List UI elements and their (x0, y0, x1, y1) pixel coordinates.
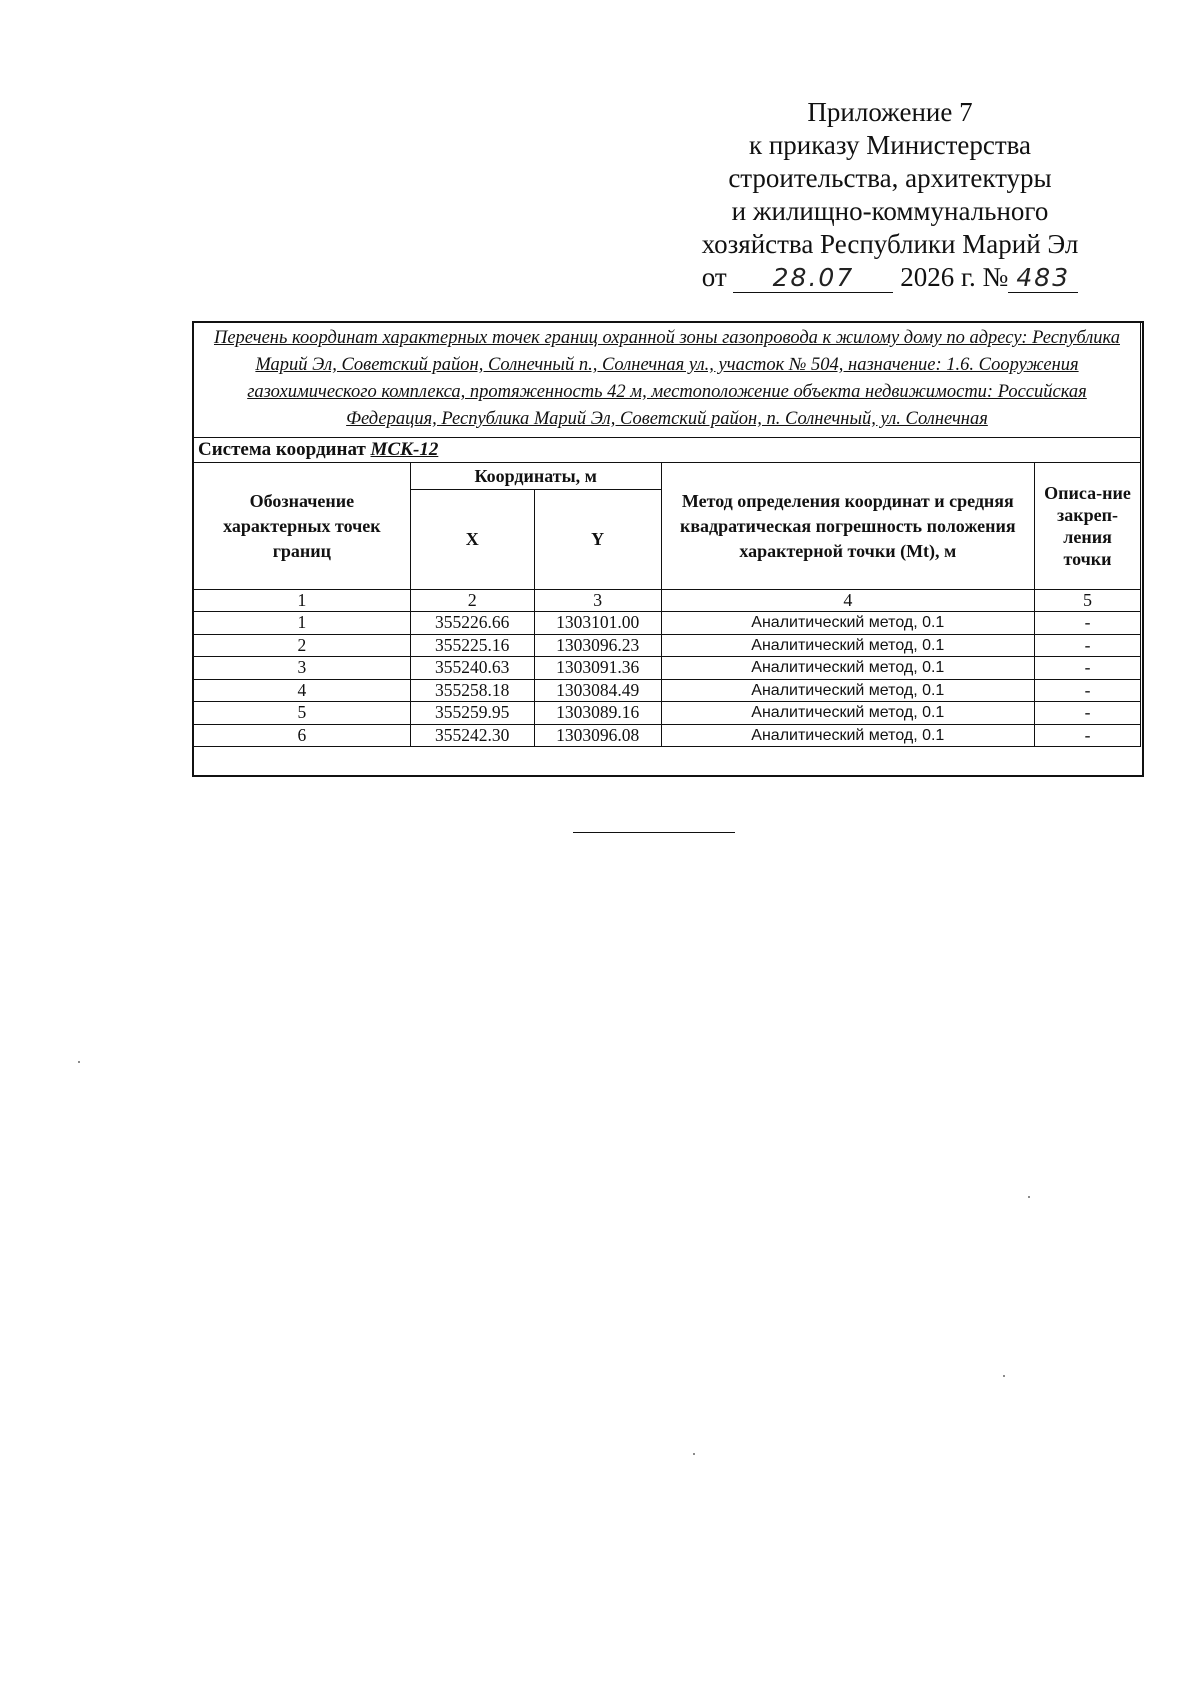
point-designation: 5 (194, 702, 411, 725)
col-header-method: Метод определения координат и средняя квадратическая погрешность положения характерной точки (Mt), м (661, 463, 1034, 590)
method-cell: Аналитический метод, 0.1 (661, 679, 1034, 702)
coord-x: 355226.66 (410, 612, 534, 635)
header-line: хозяйства Республики Марий Эл (701, 229, 1079, 259)
table-row (194, 634, 1141, 657)
description-cell: - (1035, 724, 1141, 747)
handwritten-order-number: 483 (1008, 264, 1078, 293)
scan-speck (78, 1061, 80, 1063)
coordinate-system-row (194, 438, 1141, 463)
coord-y: 1303084.49 (534, 679, 661, 702)
column-number: 3 (534, 590, 661, 612)
header-line: и жилищно-коммунального (731, 196, 1049, 226)
coord-x: 355240.63 (410, 657, 534, 680)
method-cell: Аналитический метод, 0.1 (661, 634, 1034, 657)
scan-speck (1028, 1196, 1030, 1198)
coordinate-system-label: Система координат (198, 439, 366, 460)
column-number: 2 (410, 590, 534, 612)
description-cell: - (1035, 702, 1141, 725)
header-line: строительства, архитектуры (728, 163, 1052, 193)
coord-x: 355225.16 (410, 634, 534, 657)
point-designation: 1 (194, 612, 411, 635)
table-row (194, 724, 1141, 747)
point-designation: 3 (194, 657, 411, 680)
table-row (194, 702, 1141, 725)
description-cell: - (1035, 657, 1141, 680)
col-header-description: Описа-ние закреп-ления точки (1035, 463, 1141, 590)
date-line (680, 261, 1100, 294)
coord-y: 1303096.08 (534, 724, 661, 747)
coord-x: 355242.30 (410, 724, 534, 747)
coord-y: 1303096.23 (534, 634, 661, 657)
appendix-header (680, 96, 1100, 294)
col-header-y: Y (534, 490, 661, 590)
column-number: 1 (194, 590, 411, 612)
description-cell: - (1035, 634, 1141, 657)
year-text: 2026 г. № (900, 262, 1009, 292)
scan-speck (1003, 1375, 1005, 1377)
date-prefix: от (701, 262, 727, 292)
point-designation: 4 (194, 679, 411, 702)
column-number: 4 (661, 590, 1034, 612)
table-caption: Перечень координат характерных точек границ охранной зоны газопровода к жилому дому по адресу: Республика Марий Эл, Советский район, Солнечный п., Солнечная ул., участок № 504, назначение: 1.6. Сооружения газохимического комплекса, протяженность 42 м, местоположение объекта недвижимости: Российская Федерация, Республика Марий Эл, Советский район, п. Солнечный, ул. Солнечная (194, 323, 1141, 438)
method-cell: Аналитический метод, 0.1 (661, 657, 1034, 680)
coordinates-table (193, 322, 1141, 747)
coord-x: 355259.95 (410, 702, 534, 725)
table-row (194, 657, 1141, 680)
coord-y: 1303089.16 (534, 702, 661, 725)
header-line: Приложение 7 (807, 97, 973, 127)
coord-y: 1303101.00 (534, 612, 661, 635)
description-cell: - (1035, 612, 1141, 635)
point-designation: 6 (194, 724, 411, 747)
closing-rule (573, 832, 735, 833)
col-header-coordinates: Координаты, м (410, 463, 661, 490)
coord-y: 1303091.36 (534, 657, 661, 680)
description-cell: - (1035, 679, 1141, 702)
coord-x: 355258.18 (410, 679, 534, 702)
handwritten-date: 28.07 (733, 264, 893, 293)
col-header-x: X (410, 490, 534, 590)
col-header-designation: Обозначение характерных точек границ (194, 463, 411, 590)
method-cell: Аналитический метод, 0.1 (661, 702, 1034, 725)
method-cell: Аналитический метод, 0.1 (661, 612, 1034, 635)
table-row (194, 679, 1141, 702)
column-number: 5 (1035, 590, 1141, 612)
table-row (194, 612, 1141, 635)
method-cell: Аналитический метод, 0.1 (661, 724, 1034, 747)
coordinate-system-value: МСК-12 (370, 439, 439, 460)
point-designation: 2 (194, 634, 411, 657)
scan-speck (693, 1453, 695, 1455)
header-line: к приказу Министерства (748, 130, 1032, 160)
